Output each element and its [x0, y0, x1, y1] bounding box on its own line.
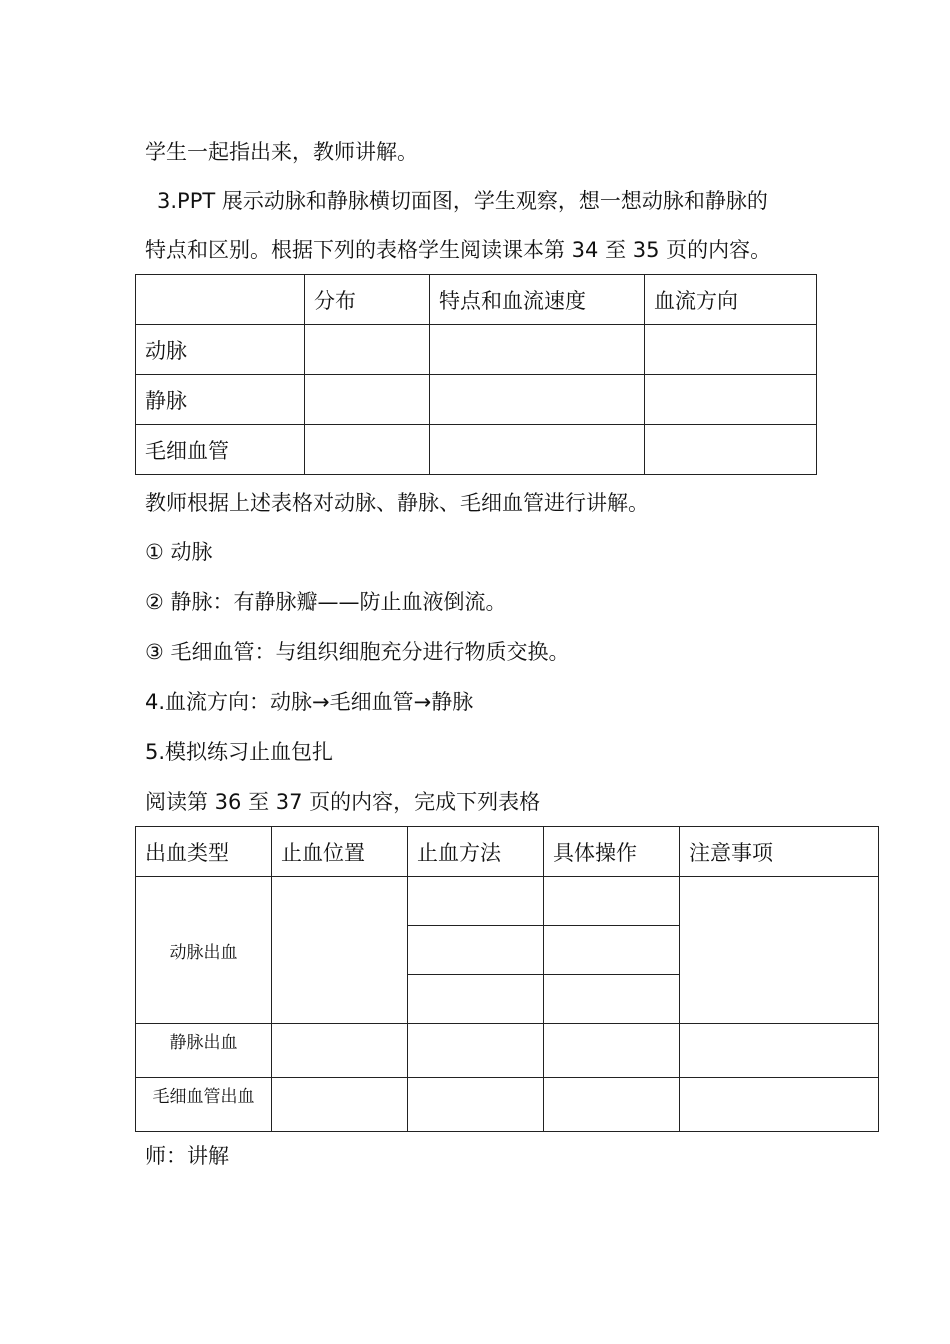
empty-cell[interactable]	[544, 1078, 680, 1132]
table-row	[136, 877, 879, 926]
row-label: 毛细血管出血	[136, 1078, 272, 1132]
paragraph-6: ② 静脉：有静脉瓣——防止血液倒流。	[145, 590, 507, 614]
table-row	[136, 1024, 879, 1078]
table-header-cell: 注意事项	[680, 827, 879, 877]
row-label: 静脉出血	[136, 1024, 272, 1078]
table-header-row	[136, 275, 817, 325]
row-label: 动脉	[136, 325, 305, 375]
paragraph-3: 特点和区别。根据下列的表格学生阅读课本第 34 至 35 页的内容。	[145, 238, 772, 262]
empty-cell[interactable]	[408, 975, 544, 1024]
bleeding-table	[135, 826, 879, 1132]
table-header-cell: 止血方法	[408, 827, 544, 877]
empty-cell[interactable]	[645, 375, 817, 425]
table-row	[136, 325, 817, 375]
empty-cell[interactable]	[544, 926, 680, 975]
empty-cell[interactable]	[272, 877, 408, 1024]
empty-cell[interactable]	[305, 375, 430, 425]
paragraph-11: 师：讲解	[145, 1144, 229, 1168]
table-header-cell	[136, 275, 305, 325]
empty-cell[interactable]	[680, 877, 879, 1024]
empty-cell[interactable]	[430, 325, 645, 375]
empty-cell[interactable]	[430, 425, 645, 475]
paragraph-5: ① 动脉	[145, 540, 213, 564]
paragraph-9: 5.模拟练习止血包扎	[145, 740, 334, 764]
table-row	[136, 375, 817, 425]
empty-cell[interactable]	[408, 877, 544, 926]
paragraph-2: 3.PPT 展示动脉和静脉横切面图，学生观察，想一想动脉和静脉的	[157, 189, 768, 213]
empty-cell[interactable]	[272, 1078, 408, 1132]
empty-cell[interactable]	[408, 1024, 544, 1078]
row-label: 毛细血管	[136, 425, 305, 475]
empty-cell[interactable]	[430, 375, 645, 425]
row-label: 动脉出血	[136, 877, 272, 1024]
empty-cell[interactable]	[544, 877, 680, 926]
table-header-cell: 止血位置	[272, 827, 408, 877]
table-header-cell: 特点和血流速度	[430, 275, 645, 325]
vessel-comparison-table	[135, 274, 817, 475]
paragraph-4: 教师根据上述表格对动脉、静脉、毛细血管进行讲解。	[145, 491, 649, 515]
paragraph-8: 4.血流方向：动脉→毛细血管→静脉	[145, 690, 474, 714]
empty-cell[interactable]	[305, 325, 430, 375]
empty-cell[interactable]	[645, 325, 817, 375]
table-header-cell: 具体操作	[544, 827, 680, 877]
empty-cell[interactable]	[680, 1078, 879, 1132]
row-label: 静脉	[136, 375, 305, 425]
empty-cell[interactable]	[305, 425, 430, 475]
paragraph-7: ③ 毛细血管：与组织细胞充分进行物质交换。	[145, 640, 570, 664]
empty-cell[interactable]	[408, 926, 544, 975]
table-row	[136, 425, 817, 475]
table-header-cell: 出血类型	[136, 827, 272, 877]
table-header-row	[136, 827, 879, 877]
table-row	[136, 1078, 879, 1132]
table-header-cell: 血流方向	[645, 275, 817, 325]
empty-cell[interactable]	[544, 1024, 680, 1078]
paragraph-1: 学生一起指出来，教师讲解。	[145, 140, 418, 164]
empty-cell[interactable]	[408, 1078, 544, 1132]
table-header-cell: 分布	[305, 275, 430, 325]
paragraph-10: 阅读第 36 至 37 页的内容，完成下列表格	[145, 790, 541, 814]
empty-cell[interactable]	[645, 425, 817, 475]
empty-cell[interactable]	[680, 1024, 879, 1078]
empty-cell[interactable]	[544, 975, 680, 1024]
empty-cell[interactable]	[272, 1024, 408, 1078]
